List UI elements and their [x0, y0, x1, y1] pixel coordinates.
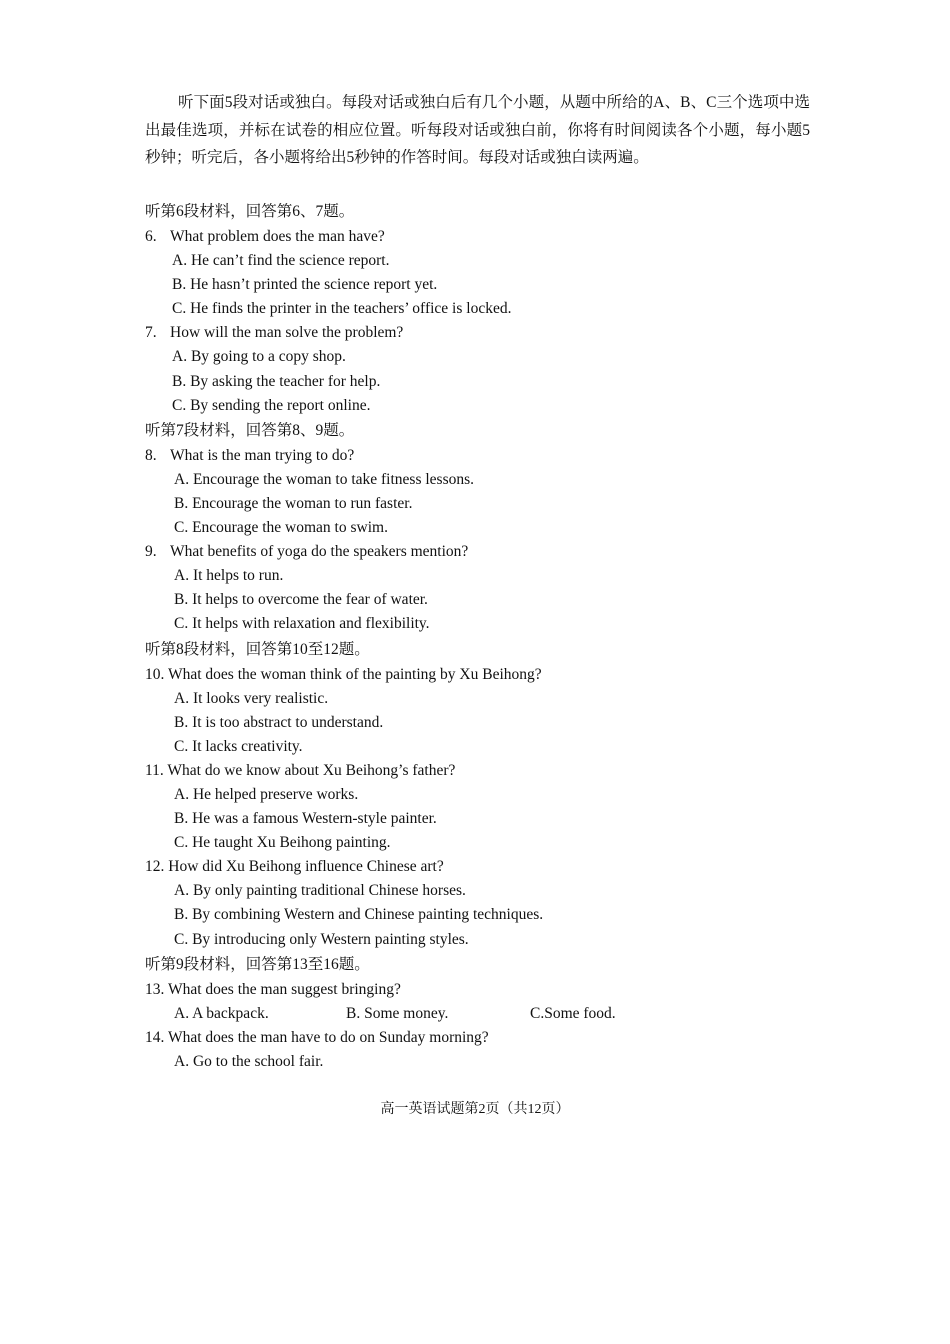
option: C. By introducing only Western painting styles. [174, 930, 469, 948]
question-number: 6. [145, 228, 157, 245]
option: C. By sending the report online. [172, 396, 371, 414]
question-7 [145, 321, 825, 345]
question-text: What benefits of yoga do the speakers mention? [170, 543, 469, 561]
option: A. It looks very realistic. [174, 689, 329, 707]
option: A. Encourage the woman to take fitness lessons. [174, 470, 475, 488]
option: C. He taught Xu Beihong painting. [174, 834, 391, 852]
option: B. Some money. [346, 1004, 449, 1022]
option: A. Go to the school fair. [174, 1052, 324, 1070]
question-8 [145, 444, 825, 468]
listening-instructions: 听下面5段对话或独白。每段对话或独白后有几个小题，从题中所给的A、B、C三个选项中选出最佳选项，并标在试卷的相应位置。听每段对话或独白前，你将有时间阅读各个小题，每小题5秒钟；听完后，各小题将给出5秒钟的作答时间。每段对话或独白读两遍。 [145, 94, 810, 166]
option: A. A backpack. [174, 1004, 269, 1022]
question-number: 9. [145, 543, 157, 561]
question-text: What problem does the man have? [170, 228, 385, 245]
option: C. He finds the printer in the teachers’ office is locked. [172, 300, 512, 318]
question-12 [145, 855, 825, 879]
question-text: What is the man trying to do? [170, 446, 355, 464]
question-number: 7. [145, 324, 157, 342]
option: C. It helps with relaxation and flexibility. [174, 615, 430, 633]
question-10 [145, 663, 825, 687]
option: C. It lacks creativity. [174, 737, 303, 755]
question-number: 14. [145, 1028, 165, 1046]
option: A. By going to a copy shop. [172, 348, 346, 366]
option: C.Some food. [530, 1004, 616, 1022]
questions-area [145, 199, 825, 1074]
option: A. It helps to run. [174, 567, 284, 585]
question-14 [145, 1026, 825, 1050]
question-text: What does the man suggest bringing? [167, 980, 401, 998]
question-13 [145, 978, 825, 1002]
option-row [145, 1002, 825, 1026]
question-text: What does the woman think of the painting by Xu Beihong? [167, 665, 542, 683]
option: A. He can’t find the science report. [172, 252, 390, 270]
option: A. He helped preserve works. [174, 785, 359, 803]
section-heading: 听第9段材料，回答第13至16题。 [145, 955, 370, 973]
option: C. Encourage the woman to swim. [174, 519, 388, 537]
question-text: What does the man have to do on Sunday morning? [167, 1028, 489, 1046]
question-text: How did Xu Beihong influence Chinese art? [168, 858, 444, 876]
question-number: 12. [145, 858, 165, 876]
question-number: 13. [145, 980, 165, 998]
section-heading: 听第7段材料，回答第8、9题。 [145, 421, 355, 439]
question-number: 8. [145, 446, 157, 464]
option: B. By asking the teacher for help. [172, 372, 381, 390]
page-footer: 高一英语试题第2页（共12页） [380, 1102, 570, 1117]
question-text: What do we know about Xu Beihong’s father? [167, 761, 456, 779]
option: B. By combining Western and Chinese painting techniques. [174, 906, 544, 924]
option: B. It helps to overcome the fear of water. [174, 591, 428, 609]
question-number: 10. [145, 665, 165, 683]
option: B. He hasn’t printed the science report yet. [172, 276, 438, 294]
option: A. By only painting traditional Chinese horses. [174, 882, 466, 900]
question-number: 11. [145, 761, 164, 779]
question-6 [145, 225, 825, 249]
option: B. Encourage the woman to run faster. [174, 494, 413, 512]
question-9 [145, 540, 825, 564]
option: B. He was a famous Western-style painter. [174, 810, 437, 828]
section-heading: 听第8段材料，回答第10至12题。 [145, 640, 370, 658]
section-heading: 听第6段材料，回答第6、7题。 [145, 203, 355, 220]
question-text: How will the man solve the problem? [170, 324, 404, 342]
option: B. It is too abstract to understand. [174, 713, 384, 731]
question-11 [145, 759, 825, 783]
